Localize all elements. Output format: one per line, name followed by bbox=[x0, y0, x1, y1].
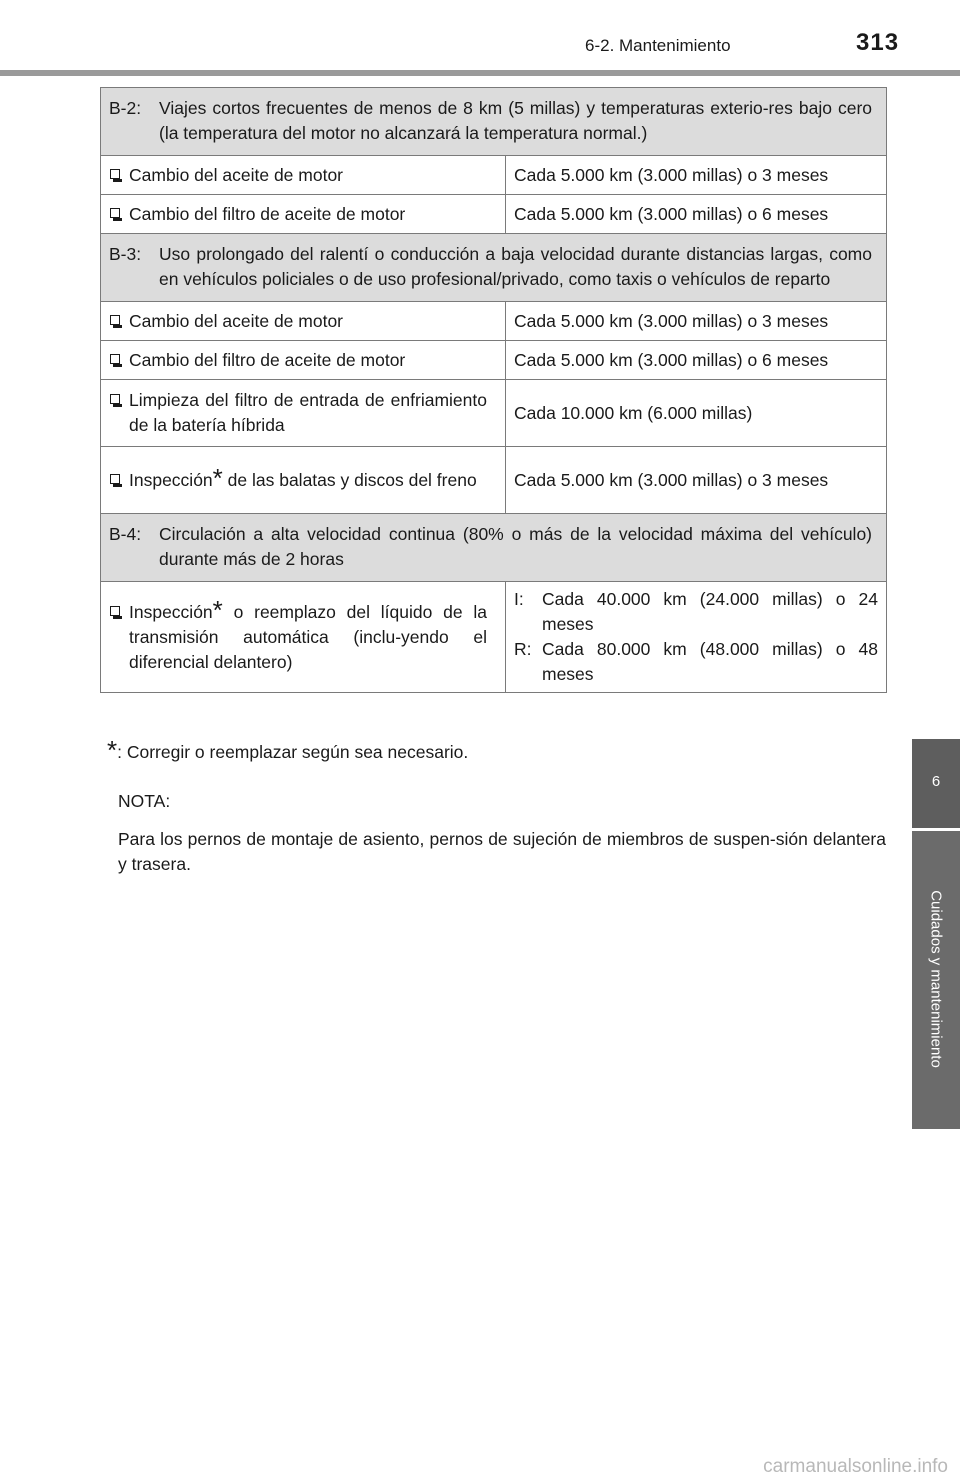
chapter-number: 6 bbox=[931, 773, 941, 790]
item-label-end: de las balatas y discos del freno bbox=[222, 469, 477, 490]
item-interval: Cada 5.000 km (3.000 millas) o 3 meses bbox=[506, 156, 887, 195]
checkbox-icon bbox=[109, 163, 129, 188]
condition-code: B-3: bbox=[109, 244, 142, 264]
note-title: NOTA: bbox=[118, 791, 171, 811]
asterisk-mark: * bbox=[212, 462, 223, 493]
item-label bbox=[129, 594, 487, 675]
table-row bbox=[101, 302, 887, 341]
item-label: Cambio del filtro de aceite de motor bbox=[129, 203, 406, 224]
interval-text: Cada 80.000 km (48.000 millas) o 48 meses bbox=[542, 639, 878, 684]
item-label: Cambio del filtro de aceite de motor bbox=[129, 349, 406, 370]
table-row bbox=[101, 380, 887, 447]
checkbox-icon bbox=[109, 348, 129, 373]
page-header bbox=[0, 0, 960, 76]
page-number: 313 bbox=[856, 29, 900, 56]
checkbox-icon bbox=[109, 202, 129, 227]
condition-text: Uso prolongado del ralentí o conducción a baja velocidad durante distancias largas, como en vehículos policiales o de uso profesional/privado, como taxis o vehículos de reparto bbox=[159, 244, 872, 289]
asterisk-mark: * bbox=[212, 594, 223, 625]
maintenance-table bbox=[100, 87, 887, 693]
header-rule bbox=[0, 70, 960, 76]
footnote-asterisk: * bbox=[107, 735, 118, 765]
checkbox-icon bbox=[109, 388, 129, 438]
interval-inspection bbox=[514, 587, 878, 637]
section-title: 6-2. Mantenimiento bbox=[585, 36, 731, 55]
condition-row-b3 bbox=[101, 234, 887, 302]
item-label: Cambio del aceite de motor bbox=[129, 310, 343, 331]
footnote-text: : Corregir o reemplazar según sea necesario. bbox=[117, 742, 469, 762]
note-text: Para los pernos de montaje de asiento, pernos de sujeción de miembros de suspen-sión delantera y trasera. bbox=[118, 829, 886, 874]
condition-row-b4 bbox=[101, 514, 887, 582]
table-row bbox=[101, 156, 887, 195]
item-label: Limpieza del filtro de entrada de enfriamiento de la batería híbrida bbox=[129, 390, 487, 435]
condition-row-b2 bbox=[101, 88, 887, 156]
interval-replacement bbox=[514, 637, 878, 687]
checkbox-icon bbox=[109, 309, 129, 334]
item-interval: Cada 5.000 km (3.000 millas) o 3 meses bbox=[506, 447, 887, 514]
checkbox-icon bbox=[109, 600, 129, 675]
item-label: Cambio del aceite de motor bbox=[129, 164, 343, 185]
item-interval: Cada 5.000 km (3.000 millas) o 6 meses bbox=[506, 341, 887, 380]
item-label-start: Inspección bbox=[129, 469, 213, 490]
table-row bbox=[101, 447, 887, 514]
checkbox-icon bbox=[109, 468, 129, 493]
condition-text: Circulación a alta velocidad continua (80% o más de la velocidad máxima del vehículo) durante más de 2 horas bbox=[159, 524, 872, 569]
item-interval: Cada 5.000 km (3.000 millas) o 6 meses bbox=[506, 195, 887, 234]
interval-code: I: bbox=[514, 589, 524, 609]
table-row bbox=[101, 195, 887, 234]
item-label bbox=[129, 462, 477, 493]
condition-code: B-2: bbox=[109, 98, 142, 118]
item-label-end: o reemplazo del líquido de la transmisión automática (inclu-yendo el diferencial delantero) bbox=[129, 601, 487, 672]
item-interval: Cada 5.000 km (3.000 millas) o 3 meses bbox=[506, 302, 887, 341]
item-interval bbox=[506, 582, 887, 693]
item-interval: Cada 10.000 km (6.000 millas) bbox=[506, 380, 887, 447]
chapter-tab-number-block bbox=[912, 739, 960, 831]
chapter-tab bbox=[912, 739, 960, 1129]
interval-code: R: bbox=[514, 639, 532, 659]
condition-code: B-4: bbox=[109, 524, 142, 544]
item-label-start: Inspección bbox=[129, 601, 213, 622]
watermark: carmanualsonline.info bbox=[763, 1456, 948, 1477]
interval-text: Cada 40.000 km (24.000 millas) o 24 meses bbox=[542, 589, 878, 634]
condition-text: Viajes cortos frecuentes de menos de 8 km (5 millas) y temperaturas exterio-res bajo cero (la temperatura del motor no alcanzará la temperatura normal.) bbox=[159, 98, 872, 143]
footnote bbox=[107, 735, 469, 765]
table-row bbox=[101, 582, 887, 693]
table-row bbox=[101, 341, 887, 380]
note-block bbox=[118, 789, 886, 890]
chapter-title: Cuidados y mantenimiento bbox=[927, 890, 945, 1068]
